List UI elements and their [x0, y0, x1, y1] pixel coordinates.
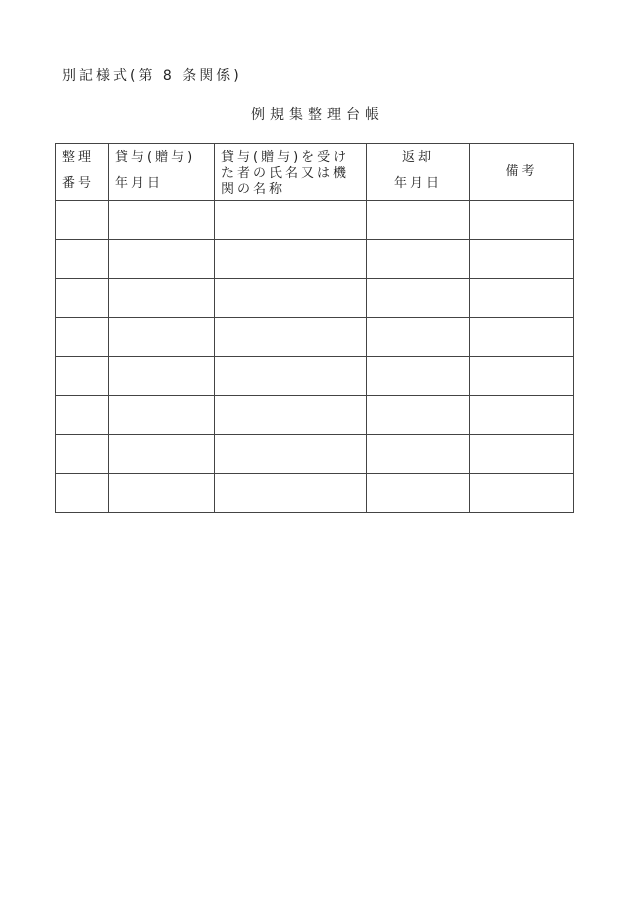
table-cell	[56, 279, 109, 318]
table-cell	[56, 357, 109, 396]
table-cell	[367, 474, 470, 513]
table-cell	[470, 201, 574, 240]
header-recipient-name-line3: 関の名称	[221, 182, 286, 197]
table-cell	[367, 435, 470, 474]
table-row	[56, 435, 574, 474]
table-cell	[109, 201, 215, 240]
header-lend-date-line2: 年月日	[115, 176, 164, 191]
header-remarks-label: 備考	[505, 164, 538, 179]
table-row	[56, 279, 574, 318]
table-row	[56, 201, 574, 240]
header-row	[56, 144, 574, 201]
table-cell	[215, 357, 367, 396]
table-cell	[109, 474, 215, 513]
table-cell	[215, 318, 367, 357]
table-row	[56, 396, 574, 435]
header-management-number-line1: 整理	[62, 150, 95, 165]
table-cell	[367, 279, 470, 318]
table-cell	[109, 357, 215, 396]
table-cell	[470, 474, 574, 513]
table-cell	[215, 279, 367, 318]
table-cell	[109, 318, 215, 357]
table-cell	[470, 357, 574, 396]
table-cell	[367, 318, 470, 357]
header-recipient-name-line2: た者の氏名又は機	[221, 166, 350, 181]
table-row	[56, 240, 574, 279]
table-cell	[367, 357, 470, 396]
register-table	[55, 143, 574, 513]
table-cell	[215, 474, 367, 513]
header-return-date	[367, 144, 470, 201]
header-management-number	[56, 144, 109, 201]
document-title: 例規集整理台帳	[251, 107, 384, 123]
table-cell	[367, 396, 470, 435]
header-recipient-name	[215, 144, 367, 201]
table-cell	[56, 240, 109, 279]
header-return-date-line1: 返却	[401, 150, 434, 165]
table-cell	[56, 474, 109, 513]
table-cell	[109, 396, 215, 435]
table-cell	[109, 435, 215, 474]
table-cell	[56, 201, 109, 240]
table-cell	[367, 201, 470, 240]
header-lend-date	[109, 144, 215, 201]
table-cell	[470, 435, 574, 474]
header-return-date-line2: 年月日	[393, 176, 442, 191]
table-cell	[109, 279, 215, 318]
table-row	[56, 318, 574, 357]
form-label: 別記様式(第 8 条関係)	[62, 68, 242, 84]
header-lend-date-line1: 貸与(贈与)	[115, 150, 196, 165]
table-cell	[109, 240, 215, 279]
table-row	[56, 357, 574, 396]
table-cell	[215, 240, 367, 279]
header-management-number-line2: 番号	[62, 176, 95, 191]
table-cell	[215, 396, 367, 435]
register-body	[56, 201, 574, 513]
table-cell	[56, 318, 109, 357]
table-cell	[470, 396, 574, 435]
table-cell	[215, 201, 367, 240]
table-cell	[470, 318, 574, 357]
table-cell	[470, 240, 574, 279]
table-cell	[367, 240, 470, 279]
table-cell	[215, 435, 367, 474]
table-cell	[470, 279, 574, 318]
table-cell	[56, 396, 109, 435]
header-remarks	[470, 144, 574, 201]
header-recipient-name-line1: 貸与(贈与)を受け	[221, 150, 350, 165]
table-row	[56, 474, 574, 513]
table-cell	[56, 435, 109, 474]
